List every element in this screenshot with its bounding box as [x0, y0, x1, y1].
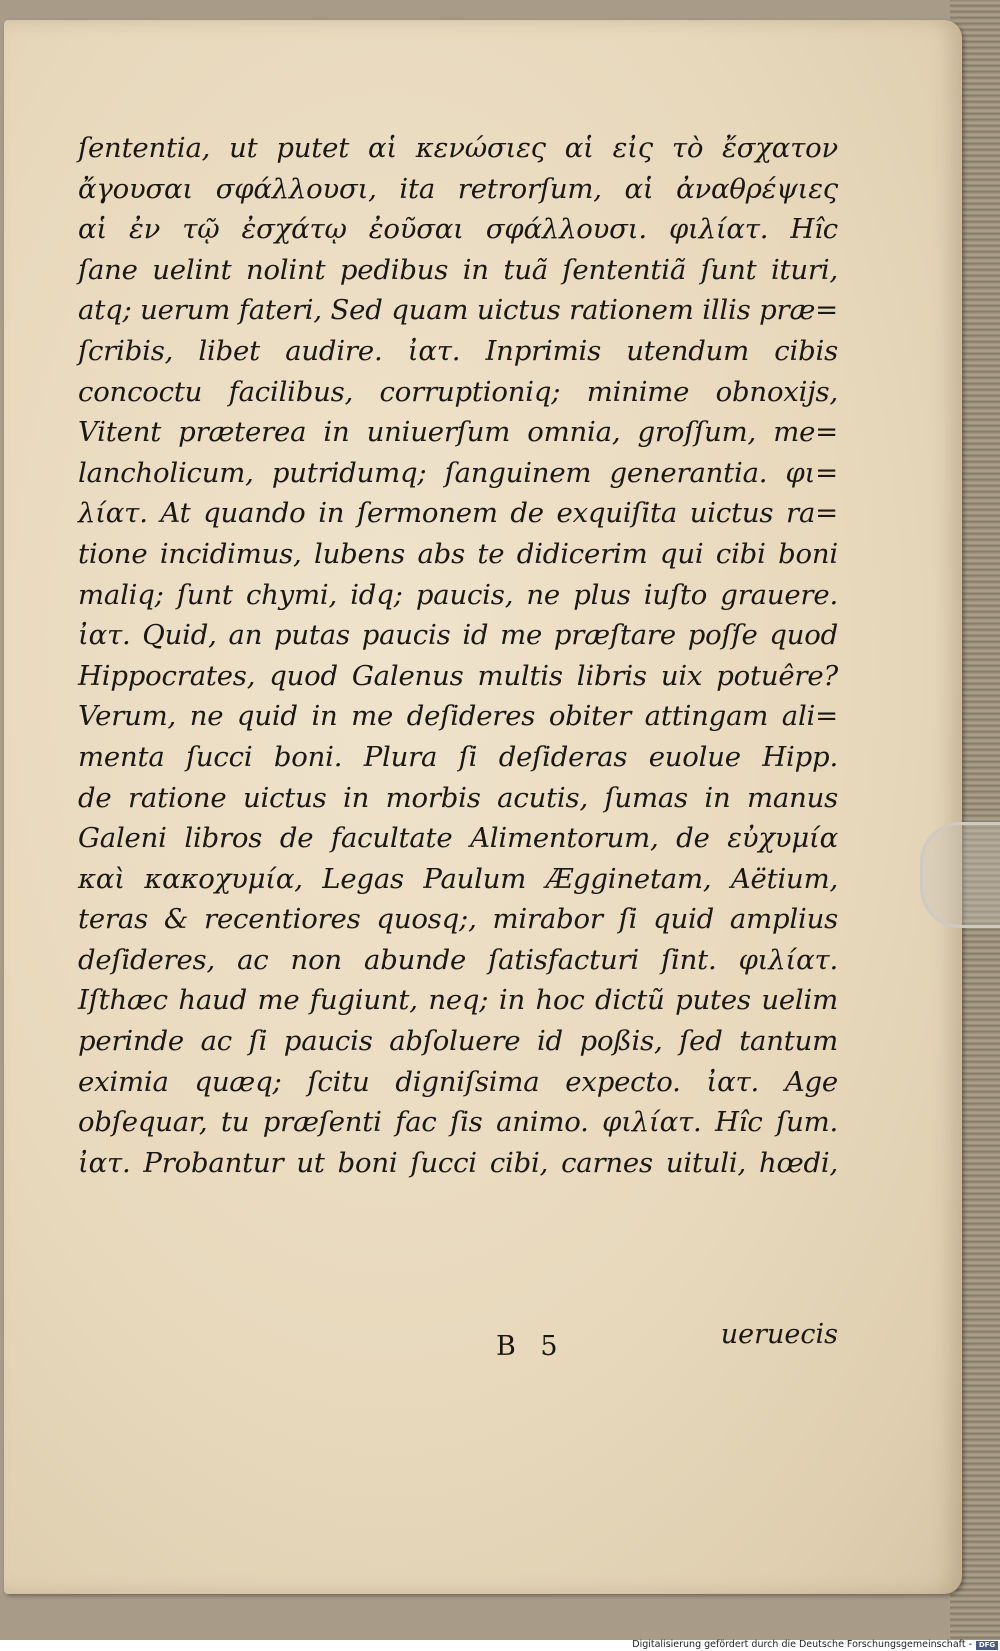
text-line: atq; uerum fateri, Sed quam uictus rationem illis præ=: [78, 294, 838, 327]
funding-credit: Digitalisierung gefördert durch die Deutsche Forschungsgemeinschaft -: [632, 1639, 972, 1650]
text-line: maliq; ſunt chymi, idq; paucis, ne plus iuſto grauere.: [78, 578, 838, 611]
text-line: Vitent præterea in uniuerſum omnia, groſſum, me=: [78, 416, 838, 449]
text-line: eximia quæq; ſcitu digniſsima expecto. ἰατ. Age: [78, 1065, 838, 1098]
text-line: ſcribis, libet audire. ἰατ. Inprimis utendum cibis: [78, 334, 838, 367]
text-line: menta ſucci boni. Plura ſi deſideras euolue Hipp.: [78, 740, 838, 773]
text-line: de ratione uictus in morbis acutis, ſumas in manus: [78, 781, 838, 814]
footer-bar: [0, 1640, 1000, 1651]
text-line: αἱ ἐν τῷ ἐσχάτῳ ἐοῦσαι σφάλλουσι. φιλίατ. Hîc: [78, 213, 838, 246]
text-line: λίατ. At quando in ſermonem de exquiſita uictus ra=: [78, 497, 838, 530]
text-line: ſane uelint nolint pedibus in tuã ſententiã ſunt ituri,: [78, 253, 838, 286]
text-line: Iſthæc haud me fugiunt, neq; in hoc dictũ putes uelim: [78, 984, 838, 1017]
page-clip: [920, 822, 1000, 928]
text-line: Galeni libros de facultate Alimentorum, de εὐχυμία: [78, 822, 838, 855]
text-line: ſententia, ut putet αἱ κενώσιες αἱ εἰς τὸ ἔσχατον: [78, 132, 838, 164]
page-text: [78, 128, 838, 1183]
text-line: καὶ κακοχυμία, Legas Paulum Ægginetam, Aëtium,: [78, 862, 838, 895]
text-line: concoctu facilibus, corruptioniq; minime obnoxijs,: [78, 375, 838, 408]
text-line: ἰατ. Quid, an putas paucis id me præſtare poſſe quod: [78, 619, 838, 652]
page-foot: [78, 1319, 838, 1371]
text-line: obſequar, tu præſenti fac ſis animo. φιλίατ. Hîc ſum.: [78, 1106, 838, 1139]
text-line: deſideres, ac non abunde ſatisfacturi ſint. φιλίατ.: [78, 943, 838, 976]
text-line: perinde ac ſi paucis abſoluere id poßis, ſed tantum: [78, 1025, 838, 1058]
text-line: tione incidimus, lubens abs te didicerim qui cibi boni: [78, 537, 838, 570]
catchword: ueruecis: [720, 1319, 838, 1350]
text-line: teras & recentiores quosq;, mirabor ſi quid amplius: [78, 903, 838, 936]
text-line: Verum, ne quid in me deſideres obiter attingam ali=: [78, 700, 838, 733]
text-line: ἰατ. Probantur ut boni ſucci cibi, carnes uituli, hœdi,: [78, 1146, 838, 1179]
text-line: lancholicum, putridumq; ſanguinem generantia. φι=: [78, 456, 838, 489]
text-line: Hippocrates, quod Galenus multis libris uix potuêre?: [78, 659, 838, 692]
dfg-logo-icon: DFG: [976, 1641, 998, 1650]
signature-mark: B 5: [496, 1331, 566, 1362]
book-page: [4, 20, 962, 1594]
text-line: ἄγουσαι σφάλλουσι, ita retrorſum, αἱ ἀναθρέψιες: [78, 172, 838, 205]
